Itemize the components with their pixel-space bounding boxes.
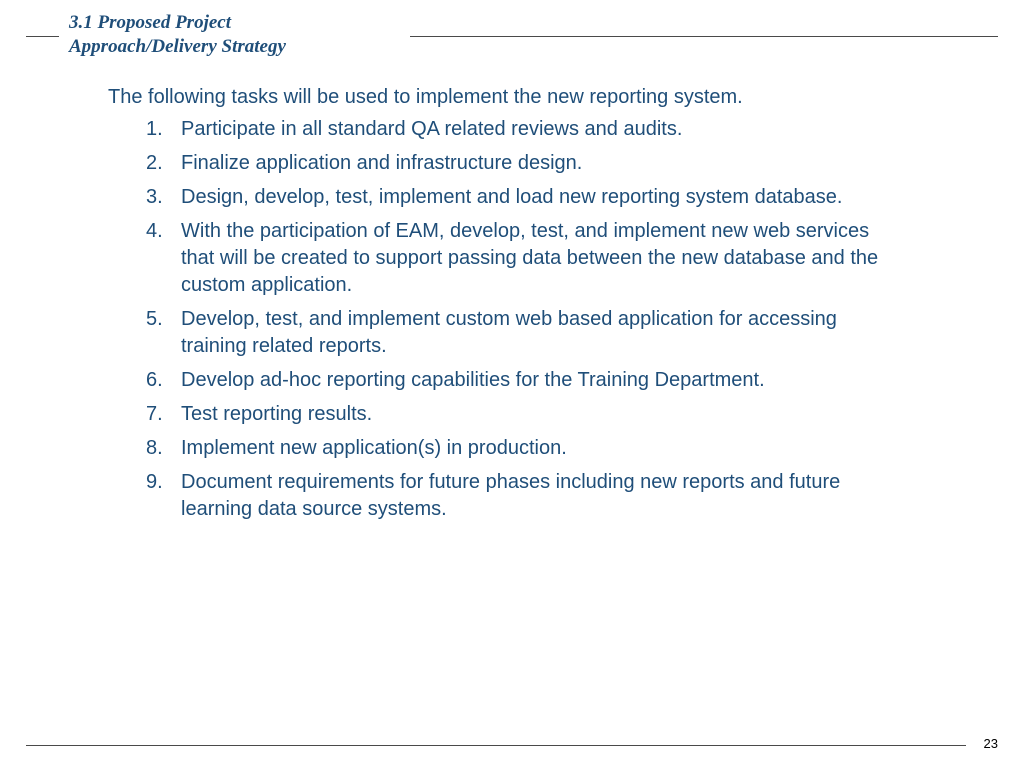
task-item [108,218,908,299]
task-number: 1. [146,118,163,140]
footer-rule [26,745,966,746]
page-number: 23 [983,736,998,751]
task-item [108,401,908,428]
task-item [108,306,908,360]
task-item [108,435,908,462]
task-text: Develop ad-hoc reporting capabilities for the Training Department. [181,369,765,391]
slide-title-line-2: Approach/Delivery Strategy [69,36,286,57]
task-number: 7. [146,403,163,425]
header-rule-left [26,36,59,37]
task-item [108,469,908,523]
task-item [108,367,908,394]
task-text: Finalize application and infrastructure design. [181,152,583,174]
task-number: 9. [146,471,163,493]
task-number: 2. [146,152,163,174]
task-number: 3. [146,186,163,208]
task-number: 6. [146,369,163,391]
slide-title-line-1: 3.1 Proposed Project [69,12,232,33]
task-item [108,150,908,177]
task-text: Design, develop, test, implement and load new reporting system database. [181,186,843,208]
task-text: Test reporting results. [181,403,373,425]
task-text: Participate in all standard QA related reviews and audits. [181,118,683,140]
header-rule-right [410,36,998,37]
task-text: Document requirements for future phases including new reports and future learning data source systems. [181,471,841,520]
slide-content [108,84,908,530]
task-text: Implement new application(s) in production. [181,437,567,459]
intro-text: The following tasks will be used to implement the new reporting system. [108,86,743,108]
task-item [108,184,908,211]
task-item [108,116,908,143]
task-number: 4. [146,220,163,242]
task-list [108,116,908,523]
slide-title [69,11,399,59]
task-number: 5. [146,308,163,330]
task-number: 8. [146,437,163,459]
task-text: With the participation of EAM, develop, test, and implement new web services that will be created to support passing data between the new database and the custom application. [181,220,879,296]
task-text: Develop, test, and implement custom web based application for accessing training related reports. [181,308,837,357]
